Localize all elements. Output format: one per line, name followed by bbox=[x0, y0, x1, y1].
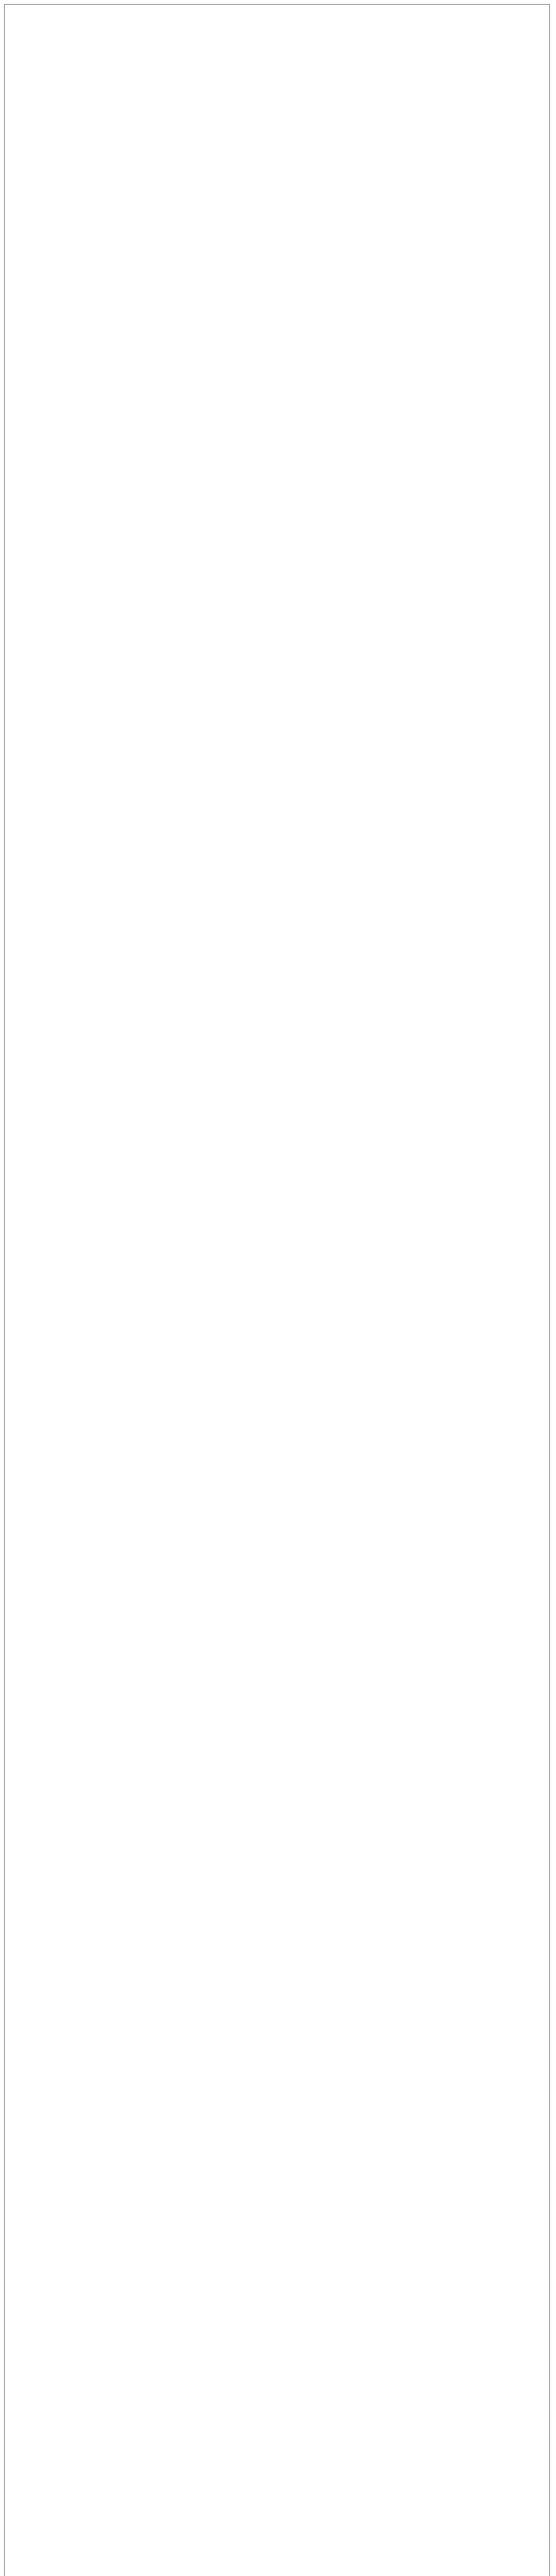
complaint-table bbox=[4, 4, 550, 2576]
